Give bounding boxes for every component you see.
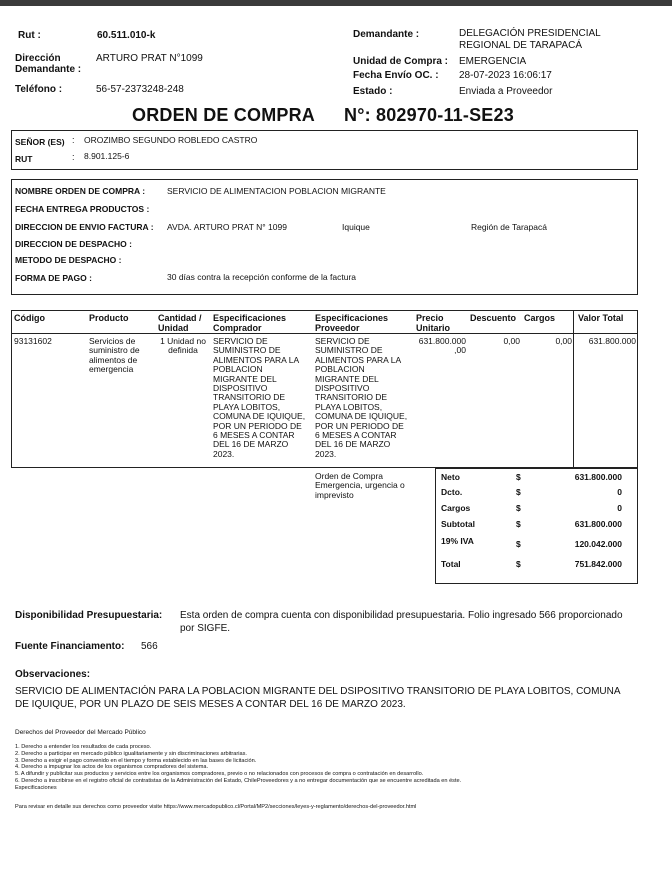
derechos-item: 2. Derecho a participar en mercado público igualitariamente y sin discriminaciones arbitrarias. [15,750,247,757]
col-cantidad [158,313,202,333]
row-valor-total: 631.800.000 [588,336,636,346]
row-espec-proveedor-line: PLAYA LOBITOS, [315,401,383,412]
totals-value: 631.800.000 [574,472,622,482]
col-cargos: Cargos [524,313,556,323]
totals-currency: $ [516,519,521,529]
col-valor-total: Valor Total [578,313,624,323]
presupuesto-value-line: Esta orden de compra cuenta con disponibilidad presupuestaria. Folio ingresado 566 proporcionado [180,610,623,621]
envio-factura-region: Región de Tarapacá [471,222,547,232]
row-espec-proveedor-line: POR UN PERIODO DE [315,420,404,431]
row-espec-proveedor-line: MIGRANTE DEL [315,373,379,384]
col-espec-comprador-line: Especificaciones [213,313,287,323]
fuente-label: Fuente Financiamento: [15,641,125,652]
row-precio-line: 631.800.000 [418,336,466,346]
senor-label: SEÑOR (ES) [15,137,65,147]
totals-currency: $ [516,539,521,549]
derechos-item: 4. Derecho a impugnar los actos de los organismos compradores del sistema. [15,764,209,771]
rut-label: Rut : [18,30,41,41]
row-cantidad-line: definida [168,345,198,356]
totals-label: Neto [441,472,460,482]
row-producto-line: suministro de [89,345,140,356]
totals-currency: $ [516,559,521,569]
totals-value: 751.842.000 [574,559,622,569]
row-espec-comprador-line: MIGRANTE DEL [213,373,277,384]
row-espec-comprador-line: TRANSITORIO DE [213,392,286,403]
senor-value: OROZIMBO SEGUNDO ROBLEDO CASTRO [84,135,258,145]
nombre-orden-value: SERVICIO DE ALIMENTACION POBLACION MIGRANTE [167,186,386,196]
derechos-link[interactable]: Para revisar en detalle sus derechos como proveedor visite https://www.mercadopublico.cl/Portal/MP2/secciones/leyes-y-reglamento/derechos-del-proveedor.html [15,804,417,810]
estado-value: Enviada a Proveedor [459,86,553,97]
row-espec-proveedor-line: DISPOSITIVO [315,383,370,394]
col-precio-line: Unitario [416,323,451,333]
observaciones-value-line: SERVICIO DE ALIMENTACIÓN PARA LA POBLACION MIGRANTE DEL DSIPOSITIVO TRANSITORIO DE PLAYA LOBITOS, COMUNA [15,686,621,697]
despacho-label: DIRECCION DE DESPACHO : [15,239,132,249]
col-precio [416,313,450,333]
row-espec-comprador-line: SERVICIO DE [213,336,268,346]
totals-value: 0 [617,503,622,513]
derechos-title: Derechos del Proveedor del Mercado Público [15,729,146,736]
row-espec-comprador-line: DEL 16 DE MARZO [213,439,289,450]
row-espec-comprador-line: ALIMENTOS PARA LA [213,354,300,365]
envio-factura-value: AVDA. ARTURO PRAT N° 1099 [167,222,287,232]
proveedor-rut-label: RUT [15,154,33,164]
totals-value: 631.800.000 [574,519,622,529]
demandante-label: Demandante : [353,29,420,40]
presupuesto-value-line: por SIGFE. [180,622,231,634]
fecha-envio-value: 28-07-2023 16:06:17 [459,70,552,81]
row-espec-comprador-line: SUMINISTRO DE [213,345,281,356]
row-espec-proveedor [315,337,407,459]
row-espec-comprador [213,337,305,459]
row-espec-proveedor-line: SERVICIO DE [315,336,370,346]
orden-note-line: imprevisto [315,489,354,500]
row-espec-proveedor-line: DEL 16 DE MARZO [315,439,391,450]
proveedor-rut-colon: : [72,152,75,162]
col-espec-proveedor-line: Proveedor [315,323,360,333]
row-codigo: 93131602 [14,336,52,346]
totals-label: Cargos [441,503,471,513]
demandante-value-line: DELEGACIÓN PRESIDENCIAL [459,28,601,39]
derechos-item: 3. Derecho a exigir el pago convenido en el tiempo y forma establecido en las bases de licitación. [15,757,257,764]
rut-value: 60.511.010-k [97,30,156,41]
direccion-label-line: Demandante : [15,64,82,75]
proveedor-rut-value: 8.901.125-6 [84,151,130,161]
row-descuento: 0,00 [503,336,520,346]
row-espec-proveedor-line: TRANSITORIO DE [315,392,388,403]
row-precio [412,337,466,356]
row-espec-comprador-line: DISPOSITIVO [213,383,268,394]
observaciones-value [15,686,621,711]
table-header-divider [11,333,638,334]
presupuesto-label: Disponibilidad Presupuestaria: [15,610,163,621]
nombre-orden-label: NOMBRE ORDEN DE COMPRA : [15,186,146,196]
unidad-label: Unidad de Compra : [353,56,449,67]
row-producto-line: emergencia [89,364,134,375]
table-col-divider [573,310,574,468]
unidad-value: EMERGENCIA [459,56,527,67]
telefono-label: Teléfono : [15,84,63,95]
row-producto-line: Servicios de [89,336,136,346]
totals-value: 120.042.000 [574,539,622,549]
col-espec-proveedor [315,313,388,333]
col-espec-comprador [213,313,286,333]
derechos-item: 5. A difundir y publicitar sus productos y servicios entre los organismos compradores, previo o no relacionados con procesos de compra o contratación en desarrollo. [15,771,424,778]
row-cargos: 0,00 [555,336,572,346]
totals-label: Dcto. [441,487,463,497]
totals-label: Subtotal [441,519,475,529]
page-title: ORDEN DE COMPRA [132,105,316,125]
derechos-item: Especificaciones [15,784,57,791]
totals-currency: $ [516,503,521,513]
row-producto-line: alimentos de [89,354,138,365]
totals-label: 19% IVA [441,536,474,546]
row-precio-line: ,00 [454,345,466,356]
direccion-label-line: Dirección [15,53,61,64]
derechos-item: 6. Derecho a inscribirse en el registro oficial de contratistas de la Administración del Estado, ChileProveedores y a no entregar documentación que se encuentre acreditada en éste. [15,777,462,784]
derechos-item: 1. Derecho a entender los resultados de cada proceso. [15,744,152,750]
forma-pago-label: FORMA DE PAGO : [15,273,92,283]
col-espec-comprador-line: Comprador [213,323,262,333]
order-number: N°: 802970-11-SE23 [344,105,514,125]
direccion-label [15,53,81,75]
top-bar [0,0,672,6]
totals-currency: $ [516,472,521,482]
row-espec-proveedor-line: 6 MESES A CONTAR [315,430,397,441]
row-espec-comprador-line: POR UN PERIODO DE [213,420,302,431]
fuente-value: 566 [141,641,158,652]
observaciones-label: Observaciones: [15,669,91,680]
row-espec-comprador-line: POBLACION [213,364,263,375]
demandante-value [459,28,601,51]
col-precio-line: Precio [416,313,444,323]
fecha-envio-label: Fecha Envío OC. : [353,70,439,81]
telefono-value: 56-57-2373248-248 [96,84,184,95]
col-descuento: Descuento [470,313,517,323]
row-espec-comprador-line: 2023. [213,448,235,459]
col-codigo: Código [14,313,45,323]
row-espec-proveedor-line: ALIMENTOS PARA LA [315,354,402,365]
row-espec-proveedor-line: 2023. [315,448,337,459]
totals-currency: $ [516,487,521,497]
row-espec-proveedor-line: SUMINISTRO DE [315,345,383,356]
totals-label: Total [441,559,461,569]
fecha-entrega-label: FECHA ENTREGA PRODUCTOS : [15,204,150,214]
envio-factura-city: Iquique [342,222,370,232]
row-espec-proveedor-line: COMUNA DE IQUIQUE, [315,411,408,422]
orden-note-line: Emergencia, urgencia o [315,480,405,491]
derechos-list [15,744,461,792]
row-espec-comprador-line: PLAYA LOBITOS, [213,401,281,412]
observaciones-value-line: DE IQUIQUE, POR UN PLAZO DE SEIS MESES A CONTAR DEL 16 DE MARZO 2023. [15,698,406,710]
col-cantidad-line: Cantidad / [158,313,202,323]
orden-note-line: Orden de Compra [315,471,384,481]
row-espec-comprador-line: COMUNA DE IQUIQUE, [213,411,306,422]
totals-value: 0 [617,487,622,497]
row-espec-comprador-line: 6 MESES A CONTAR [213,430,295,441]
demandante-value-line: REGIONAL DE TARAPACÁ [459,39,582,51]
row-cantidad-line: 1 Unidad no [160,336,206,346]
orden-note [315,472,405,500]
estado-label: Estado : [353,86,393,97]
row-cantidad [159,337,207,356]
col-cantidad-line: Unidad [158,323,189,333]
envio-factura-label: DIRECCION DE ENVIO FACTURA : [15,222,154,232]
senor-colon: : [72,135,75,145]
row-producto [89,337,140,375]
row-espec-proveedor-line: POBLACION [315,364,365,375]
presupuesto-value [180,610,623,635]
col-espec-proveedor-line: Especificaciones [315,313,389,323]
direccion-value: ARTURO PRAT N°1099 [96,53,203,64]
metodo-despacho-label: METODO DE DESPACHO : [15,255,122,265]
forma-pago-value: 30 días contra la recepción conforme de la factura [167,272,356,282]
col-producto: Producto [89,313,129,323]
